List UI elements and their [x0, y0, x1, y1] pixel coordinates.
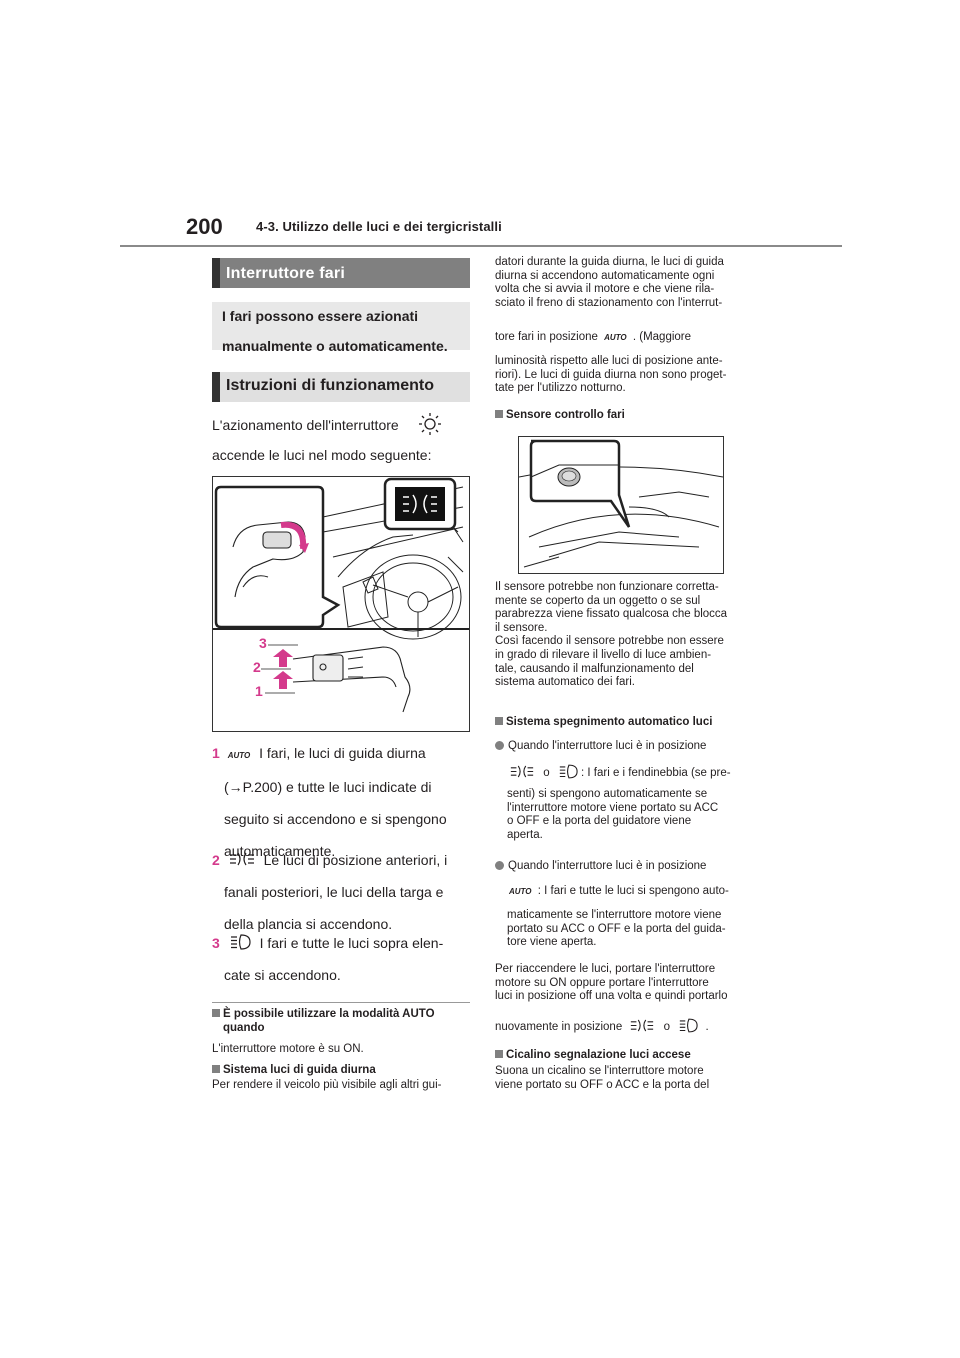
sensor-heading-text: Sensore controllo fari: [506, 409, 625, 421]
item-2-number: 2: [212, 852, 220, 868]
bullet-2-cont-line-2: portato su ACC o OFF e la porta del guida-: [507, 922, 726, 935]
sensor-line-6: in grado di rilevare il livello di luce ambien-: [495, 648, 712, 661]
bullet-1: [495, 740, 706, 754]
beep-line-1: Suona un cicalino se l'interruttore motore: [495, 1065, 704, 1077]
sensor-line-1: Il sensore potrebbe non funzionare corretta-: [495, 581, 719, 593]
auto-heading-line-2: quando: [223, 1021, 265, 1034]
item-3-number: 3: [212, 935, 220, 951]
bullet-2-cont-line-1: maticamente se l'interruttore motore viene: [507, 909, 722, 921]
auto-icon: AUTO: [509, 887, 532, 896]
auto-text: L'interruttore motore è su ON.: [212, 1043, 364, 1055]
drl-cont3-line-1: luminosità rispetto alle luci di posizione ante-: [495, 355, 723, 367]
auto-off-heading: [495, 716, 712, 730]
relight-last-text: nuovamente in posizione: [495, 1021, 623, 1033]
relight-text: [495, 963, 757, 1004]
bullet-2: [495, 860, 706, 874]
drl-cont-line-1: datori durante la guida diurna, le luci di guida: [495, 256, 724, 268]
figure-label-3: 3: [259, 635, 267, 651]
drl-cont-auto-line: [495, 331, 691, 345]
round-bullet-icon: [495, 861, 504, 870]
auto-heading-text: È possibile utilizzare la modalità AUTO: [223, 1008, 435, 1020]
headlights-icon: [229, 934, 251, 950]
drl-cont3-line-2: riori). Le luci di guida diurna non sono proget-: [495, 368, 727, 381]
intro-line-1: L'azionamento dell'interruttore: [212, 417, 399, 433]
section-divider: [212, 1002, 470, 1003]
drl-cont3-line-3: tate per l'utilizzo notturno.: [495, 382, 626, 395]
bullet-1-cont-line-4: aperta.: [507, 828, 543, 841]
instructions-title: Istruzioni di funzionamento: [226, 377, 434, 394]
section-bar: [212, 258, 470, 288]
item-2-line-1: Le luci di posizione anteriori, i: [263, 852, 448, 868]
headlights-icon: [558, 764, 578, 779]
bullet-2-cont-line-3: tore viene aperta.: [507, 936, 597, 949]
relight-line-3: luci in posizione off una volta e quindi portarlo: [495, 990, 728, 1003]
item-3-line-2: cate si accendono.: [224, 967, 341, 983]
item-1-line-3: seguito si accendono e si spengono: [224, 811, 447, 827]
drl-cont-auto-text: tore fari in posizione: [495, 331, 598, 343]
bullet-1-cont-line-1: senti) si spengono automaticamente se: [507, 788, 708, 800]
summary-line-1: I fari possono essere azionati: [222, 308, 419, 324]
sensor-line-7: tale, causando il malfunzionamento del: [495, 662, 694, 675]
bullet-1-text-2: : I fari e i fendinebbia (se pre-: [581, 767, 731, 779]
drl-heading-text: Sistema luci di guida diurna: [223, 1064, 376, 1076]
drl-continued: [495, 256, 755, 310]
drl-cont-line-2: diurna si accendono automaticamente ogni: [495, 269, 715, 282]
auto-icon: AUTO: [604, 333, 627, 342]
item-2: [212, 849, 482, 936]
square-bullet-icon: [495, 717, 503, 725]
relight-or: o: [663, 1021, 671, 1033]
drl-cont-line-3: volta che si avvia il motore e che viene rila-: [495, 283, 715, 296]
bullet-1-cont-line-3: o OFF e la porta del guidatore viene: [507, 815, 692, 828]
sensor-figure: [518, 436, 724, 574]
header-rule: [120, 245, 842, 247]
bar-marker: [212, 258, 220, 288]
summary-box: [212, 302, 470, 354]
light-switch-icon: [418, 412, 442, 441]
instructions-bar: [212, 372, 470, 402]
beep-heading: [495, 1049, 691, 1063]
position-lights-icon: [629, 1019, 655, 1032]
bullet-2-icon-line: [507, 885, 729, 899]
auto-off-heading-text: Sistema spegnimento automatico luci: [506, 716, 713, 728]
auto-heading: [212, 1008, 474, 1035]
drl-text: Per rendere il veicolo più visibile agli altri gui-: [212, 1079, 442, 1091]
relight-period: .: [705, 1021, 709, 1033]
sensor-line-4: il sensore.: [495, 621, 548, 634]
square-bullet-icon: [212, 1065, 220, 1073]
drl-cont-line-4: sciato il freno di stazionamento con l'interrut-: [495, 296, 723, 309]
round-bullet-icon: [495, 741, 504, 750]
section-header: 4-3. Utilizzo delle luci e dei tergicristalli: [256, 219, 502, 234]
section-bar-title: Interruttore fari: [226, 265, 345, 282]
item-2-line-3: della plancia si accendono.: [224, 916, 393, 932]
bullet-1-cont: [507, 788, 759, 842]
drl-cont-auto-text-2: . (Maggiore: [632, 331, 692, 343]
position-lights-icon: [228, 852, 256, 866]
summary-line-2: manualmente o automaticamente.: [222, 338, 448, 354]
item-1-line-2: (→P.200) e tutte le luci indicate di: [224, 779, 432, 795]
position-lights-icon: [509, 765, 535, 778]
item-3: [212, 932, 482, 987]
beep-text: [495, 1065, 757, 1092]
relight-line-1: Per riaccendere le luci, portare l'interruttore: [495, 963, 716, 975]
item-2-line-2: fanali posteriori, le luci della targa e: [224, 884, 444, 900]
sensor-line-2: mente se coperto da un oggetto o se sul: [495, 594, 701, 607]
relight-line-2: motore su ON oppure portare l'interruttore: [495, 976, 709, 989]
item-1-number: 1: [212, 745, 220, 761]
switch-figure: [212, 476, 470, 732]
sensor-line-5: Così facendo il sensore potrebbe non essere: [495, 635, 724, 648]
figure-label-2: 2: [253, 659, 261, 675]
beep-heading-text: Cicalino segnalazione luci accese: [506, 1049, 691, 1061]
square-bullet-icon: [212, 1009, 220, 1017]
beep-line-2: viene portato su OFF o ACC e la porta del: [495, 1078, 710, 1091]
item-1-line-1: I fari, le luci di guida diurna: [259, 745, 426, 761]
sensor-line-8: sistema automatico dei fari.: [495, 676, 635, 689]
bullet-1-text: Quando l'interruttore luci è in posizione: [508, 740, 707, 752]
square-bullet-icon: [495, 1050, 503, 1058]
sensor-text: [495, 581, 757, 690]
drl-heading: [212, 1064, 376, 1078]
auto-heading-line-1: [212, 1008, 474, 1022]
page-number: 200: [186, 214, 223, 239]
item-1: [212, 742, 482, 863]
bullet-1-cont-line-2: l'interruttore motore viene portato su ACC: [507, 801, 719, 814]
square-bullet-icon: [495, 410, 503, 418]
bullet-2-text: Quando l'interruttore luci è in posizione: [508, 860, 707, 872]
drl-cont-3: [495, 355, 757, 396]
figure-label-1: 1: [255, 683, 263, 699]
sensor-heading: [495, 409, 625, 423]
intro-line-2: accende le luci nel modo seguente:: [212, 447, 432, 463]
item-1-line-4: automaticamente.: [224, 843, 336, 859]
bullet-1-or: o: [543, 767, 550, 779]
headlights-icon: [678, 1018, 698, 1033]
bullet-2-text-2: : I fari e tutte le luci si spengono auto-: [537, 885, 729, 897]
bullet-1-icons-line: [507, 764, 731, 781]
sensor-line-3: parabrezza viene fissato qualcosa che blocca: [495, 608, 728, 621]
bar-marker: [212, 372, 220, 402]
item-3-line-1: I fari e tutte le luci sopra elen-: [259, 935, 444, 951]
auto-icon: AUTO: [227, 751, 251, 760]
bullet-2-cont: [507, 909, 759, 950]
relight-icons-line: [495, 1018, 709, 1035]
